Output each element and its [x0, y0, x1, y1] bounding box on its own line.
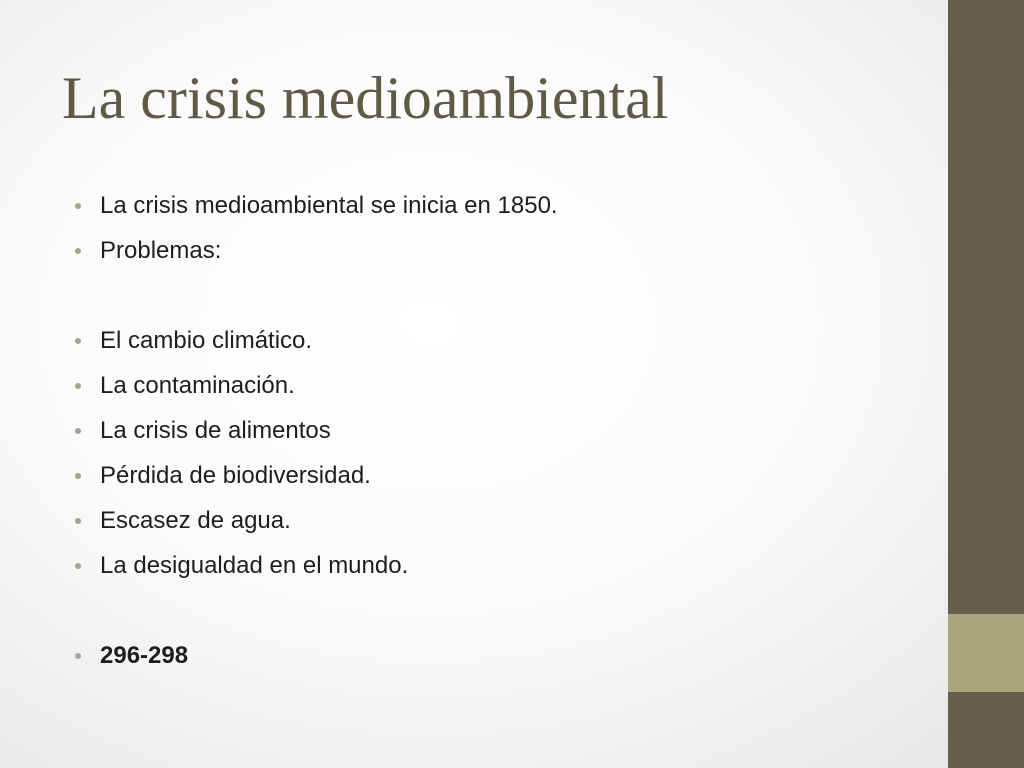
page-reference: 296-298	[100, 642, 189, 669]
bullet-item	[70, 408, 920, 453]
bullet-item-pages	[70, 633, 920, 678]
bullet-icon	[75, 563, 81, 569]
bullet-spacer	[70, 588, 920, 633]
bullet-text: La crisis medioambiental se inicia en 1850.	[100, 192, 558, 219]
bullet-item	[70, 363, 920, 408]
bullet-text: La desigualdad en el mundo.	[100, 552, 409, 579]
bullet-icon	[75, 518, 81, 524]
bullet-text: Escasez de agua.	[100, 507, 291, 534]
bullet-icon	[75, 428, 81, 434]
bullet-text: La contaminación.	[100, 372, 295, 399]
bullet-icon	[75, 473, 81, 479]
bullet-text: El cambio climático.	[100, 327, 313, 354]
bullet-icon	[75, 248, 81, 254]
side-bar-accent	[948, 614, 1024, 692]
bullet-icon	[75, 203, 81, 209]
bullet-icon	[75, 383, 81, 389]
bullet-item	[70, 543, 920, 588]
bullet-text: Pérdida de biodiversidad.	[100, 462, 371, 489]
bullet-spacer	[70, 273, 920, 318]
bullet-text: La crisis de alimentos	[100, 417, 331, 444]
bullet-item	[70, 183, 920, 228]
bullet-item	[70, 453, 920, 498]
bullet-item	[70, 498, 920, 543]
bullet-item	[70, 228, 920, 273]
bullet-item	[70, 318, 920, 363]
bullet-text: Problemas:	[100, 237, 222, 264]
bullet-icon	[75, 653, 81, 659]
bullet-list	[70, 183, 920, 678]
bullet-icon	[75, 338, 81, 344]
slide-title: La crisis medioambiental	[62, 65, 669, 131]
